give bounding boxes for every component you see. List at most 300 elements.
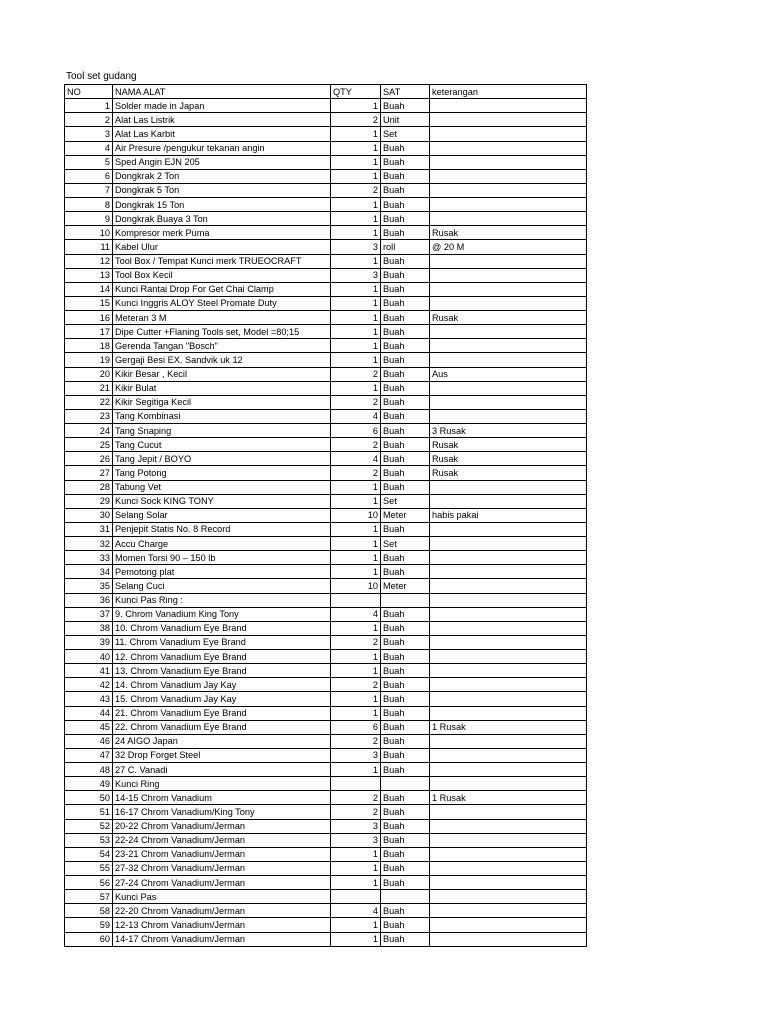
cell-qty[interactable]: 1 — [331, 932, 381, 946]
cell-qty[interactable]: 1 — [331, 353, 381, 367]
cell-sat[interactable]: Meter — [381, 508, 430, 522]
cell-keterangan[interactable] — [430, 579, 587, 593]
cell-no[interactable]: 50 — [65, 791, 113, 805]
cell-qty[interactable]: 3 — [331, 819, 381, 833]
cell-sat[interactable]: Buah — [381, 424, 430, 438]
cell-sat[interactable]: Buah — [381, 763, 430, 777]
cell-sat[interactable]: Buah — [381, 353, 430, 367]
cell-name[interactable]: Tang Cucut — [113, 438, 331, 452]
cell-name[interactable]: Tabung Vet — [113, 480, 331, 494]
cell-sat[interactable]: Set — [381, 537, 430, 551]
cell-qty[interactable] — [331, 777, 381, 791]
cell-no[interactable]: 16 — [65, 311, 113, 325]
cell-qty[interactable]: 6 — [331, 424, 381, 438]
cell-qty[interactable]: 1 — [331, 847, 381, 861]
cell-qty[interactable]: 1 — [331, 169, 381, 183]
cell-keterangan[interactable]: 1 Rusak — [430, 720, 587, 734]
cell-sat[interactable]: Buah — [381, 254, 430, 268]
cell-qty[interactable]: 2 — [331, 805, 381, 819]
cell-no[interactable]: 4 — [65, 141, 113, 155]
cell-no[interactable]: 44 — [65, 706, 113, 720]
cell-name[interactable]: 20-22 Chrom Vanadium/Jerman — [113, 819, 331, 833]
cell-name[interactable]: 32 Drop Forget Steel — [113, 748, 331, 762]
cell-no[interactable]: 17 — [65, 325, 113, 339]
cell-no[interactable]: 19 — [65, 353, 113, 367]
cell-no[interactable]: 13 — [65, 268, 113, 282]
cell-name[interactable]: Dongkrak Buaya 3 Ton — [113, 212, 331, 226]
cell-no[interactable]: 39 — [65, 635, 113, 649]
cell-name[interactable]: Kabel Ulur — [113, 240, 331, 254]
cell-keterangan[interactable] — [430, 763, 587, 777]
cell-keterangan[interactable] — [430, 99, 587, 113]
header-no[interactable]: NO — [65, 85, 113, 99]
cell-no[interactable]: 6 — [65, 169, 113, 183]
cell-no[interactable]: 51 — [65, 805, 113, 819]
cell-no[interactable]: 22 — [65, 395, 113, 409]
cell-no[interactable]: 2 — [65, 113, 113, 127]
cell-name[interactable]: 14-17 Chrom Vanadium/Jerman — [113, 932, 331, 946]
cell-qty[interactable]: 1 — [331, 692, 381, 706]
cell-no[interactable]: 33 — [65, 551, 113, 565]
cell-keterangan[interactable] — [430, 522, 587, 536]
cell-keterangan[interactable]: 1 Rusak — [430, 791, 587, 805]
cell-qty[interactable]: 4 — [331, 409, 381, 423]
cell-qty[interactable]: 2 — [331, 466, 381, 480]
cell-no[interactable]: 10 — [65, 226, 113, 240]
cell-keterangan[interactable] — [430, 678, 587, 692]
cell-name[interactable]: Kunci Sock KING TONY — [113, 494, 331, 508]
cell-name[interactable]: 27-32 Chrom Vanadium/Jerman — [113, 861, 331, 875]
cell-qty[interactable]: 3 — [331, 268, 381, 282]
cell-keterangan[interactable]: @ 20 M — [430, 240, 587, 254]
cell-keterangan[interactable] — [430, 282, 587, 296]
cell-sat[interactable]: Buah — [381, 635, 430, 649]
cell-qty[interactable]: 1 — [331, 127, 381, 141]
cell-no[interactable]: 47 — [65, 748, 113, 762]
cell-no[interactable]: 26 — [65, 452, 113, 466]
cell-name[interactable]: 27 C. Vanadi — [113, 763, 331, 777]
cell-qty[interactable]: 1 — [331, 551, 381, 565]
cell-keterangan[interactable] — [430, 819, 587, 833]
cell-qty[interactable]: 1 — [331, 339, 381, 353]
cell-qty[interactable]: 10 — [331, 579, 381, 593]
cell-keterangan[interactable] — [430, 890, 587, 904]
cell-name[interactable]: Alat Las Listrik — [113, 113, 331, 127]
cell-keterangan[interactable] — [430, 537, 587, 551]
cell-qty[interactable]: 1 — [331, 254, 381, 268]
cell-keterangan[interactable] — [430, 169, 587, 183]
cell-qty[interactable]: 4 — [331, 452, 381, 466]
cell-keterangan[interactable] — [430, 833, 587, 847]
cell-name[interactable]: Dongkrak 15 Ton — [113, 198, 331, 212]
cell-sat[interactable]: Buah — [381, 650, 430, 664]
cell-qty[interactable]: 1 — [331, 650, 381, 664]
cell-no[interactable]: 49 — [65, 777, 113, 791]
cell-qty[interactable]: 1 — [331, 296, 381, 310]
cell-name[interactable]: 21. Chrom Vanadium Eye Brand — [113, 706, 331, 720]
cell-name[interactable]: 22-20 Chrom Vanadium/Jerman — [113, 904, 331, 918]
cell-name[interactable]: Tang Jepit / BOYO — [113, 452, 331, 466]
cell-sat[interactable]: Buah — [381, 212, 430, 226]
cell-sat[interactable]: Buah — [381, 367, 430, 381]
cell-name[interactable]: Solder made in Japan — [113, 99, 331, 113]
cell-no[interactable]: 40 — [65, 650, 113, 664]
cell-keterangan[interactable] — [430, 183, 587, 197]
cell-no[interactable]: 34 — [65, 565, 113, 579]
cell-no[interactable]: 32 — [65, 537, 113, 551]
cell-no[interactable]: 29 — [65, 494, 113, 508]
cell-sat[interactable]: Buah — [381, 720, 430, 734]
cell-keterangan[interactable]: Rusak — [430, 452, 587, 466]
cell-name[interactable]: Kunci Pas — [113, 890, 331, 904]
cell-sat[interactable]: Buah — [381, 522, 430, 536]
cell-name[interactable]: 22. Chrom Vanadium Eye Brand — [113, 720, 331, 734]
cell-qty[interactable]: 6 — [331, 720, 381, 734]
header-qty[interactable]: QTY — [331, 85, 381, 99]
cell-name[interactable]: Sped Angin EJN 205 — [113, 155, 331, 169]
cell-qty[interactable]: 2 — [331, 635, 381, 649]
cell-sat[interactable]: Buah — [381, 551, 430, 565]
cell-sat[interactable]: Buah — [381, 805, 430, 819]
cell-sat[interactable]: Buah — [381, 296, 430, 310]
cell-sat[interactable] — [381, 593, 430, 607]
cell-keterangan[interactable]: 3 Rusak — [430, 424, 587, 438]
cell-keterangan[interactable] — [430, 551, 587, 565]
cell-keterangan[interactable]: Rusak — [430, 438, 587, 452]
cell-name[interactable]: Kikir Bulat — [113, 381, 331, 395]
cell-keterangan[interactable] — [430, 127, 587, 141]
cell-name[interactable]: Air Presure /pengukur tekanan angin — [113, 141, 331, 155]
cell-name[interactable]: Dipe Cutter +Flaning Tools set, Model =80;15 — [113, 325, 331, 339]
cell-keterangan[interactable] — [430, 734, 587, 748]
cell-keterangan[interactable] — [430, 254, 587, 268]
cell-name[interactable]: Kunci Pas Ring : — [113, 593, 331, 607]
cell-keterangan[interactable] — [430, 268, 587, 282]
cell-qty[interactable]: 10 — [331, 508, 381, 522]
cell-sat[interactable]: Buah — [381, 565, 430, 579]
cell-no[interactable]: 1 — [65, 99, 113, 113]
cell-no[interactable]: 53 — [65, 833, 113, 847]
cell-qty[interactable]: 2 — [331, 395, 381, 409]
cell-name[interactable]: 22-24 Chrom Vanadium/Jerman — [113, 833, 331, 847]
cell-sat[interactable]: Buah — [381, 466, 430, 480]
cell-name[interactable]: Accu Charge — [113, 537, 331, 551]
cell-name[interactable]: Kikir Besar , Kecil — [113, 367, 331, 381]
cell-name[interactable]: 27-24 Chrom Vanadium/Jerman — [113, 876, 331, 890]
cell-no[interactable]: 28 — [65, 480, 113, 494]
cell-name[interactable]: 15. Chrom Vanadium Jay Kay — [113, 692, 331, 706]
cell-qty[interactable]: 1 — [331, 99, 381, 113]
cell-keterangan[interactable] — [430, 607, 587, 621]
cell-no[interactable]: 48 — [65, 763, 113, 777]
cell-name[interactable]: Kompresor merk Puma — [113, 226, 331, 240]
cell-qty[interactable]: 4 — [331, 904, 381, 918]
cell-sat[interactable]: Buah — [381, 381, 430, 395]
cell-qty[interactable]: 1 — [331, 212, 381, 226]
cell-no[interactable]: 35 — [65, 579, 113, 593]
cell-qty[interactable]: 1 — [331, 861, 381, 875]
cell-name[interactable]: Kikir Segitiga Kecil — [113, 395, 331, 409]
cell-qty[interactable]: 2 — [331, 183, 381, 197]
cell-keterangan[interactable] — [430, 212, 587, 226]
cell-name[interactable]: 11. Chrom Vanadium Eye Brand — [113, 635, 331, 649]
cell-no[interactable]: 23 — [65, 409, 113, 423]
cell-qty[interactable]: 2 — [331, 678, 381, 692]
cell-no[interactable]: 15 — [65, 296, 113, 310]
cell-keterangan[interactable] — [430, 480, 587, 494]
cell-no[interactable]: 25 — [65, 438, 113, 452]
cell-no[interactable]: 30 — [65, 508, 113, 522]
cell-keterangan[interactable] — [430, 861, 587, 875]
cell-no[interactable]: 58 — [65, 904, 113, 918]
cell-keterangan[interactable] — [430, 296, 587, 310]
cell-keterangan[interactable]: Rusak — [430, 226, 587, 240]
cell-no[interactable]: 5 — [65, 155, 113, 169]
cell-no[interactable]: 20 — [65, 367, 113, 381]
cell-qty[interactable]: 1 — [331, 325, 381, 339]
cell-no[interactable]: 42 — [65, 678, 113, 692]
cell-qty[interactable] — [331, 593, 381, 607]
cell-keterangan[interactable] — [430, 593, 587, 607]
cell-sat[interactable]: Meter — [381, 579, 430, 593]
cell-qty[interactable]: 1 — [331, 565, 381, 579]
cell-name[interactable]: Momen Torsi 90 – 150 lb — [113, 551, 331, 565]
cell-no[interactable]: 8 — [65, 198, 113, 212]
cell-name[interactable]: Tang Potong — [113, 466, 331, 480]
cell-sat[interactable]: Buah — [381, 438, 430, 452]
cell-sat[interactable]: Buah — [381, 325, 430, 339]
cell-sat[interactable]: Buah — [381, 268, 430, 282]
cell-qty[interactable]: 1 — [331, 918, 381, 932]
cell-sat[interactable]: Set — [381, 127, 430, 141]
cell-sat[interactable]: Buah — [381, 678, 430, 692]
cell-sat[interactable]: Buah — [381, 607, 430, 621]
cell-sat[interactable]: Buah — [381, 734, 430, 748]
header-keterangan[interactable]: keterangan — [430, 85, 587, 99]
cell-keterangan[interactable] — [430, 353, 587, 367]
cell-keterangan[interactable]: Aus — [430, 367, 587, 381]
cell-sat[interactable]: Buah — [381, 847, 430, 861]
cell-name[interactable]: 14-15 Chrom Vanadium — [113, 791, 331, 805]
cell-no[interactable]: 57 — [65, 890, 113, 904]
cell-qty[interactable]: 1 — [331, 876, 381, 890]
cell-keterangan[interactable] — [430, 876, 587, 890]
cell-name[interactable]: Dongkrak 2 Ton — [113, 169, 331, 183]
cell-keterangan[interactable] — [430, 664, 587, 678]
cell-qty[interactable]: 1 — [331, 621, 381, 635]
cell-keterangan[interactable] — [430, 904, 587, 918]
cell-keterangan[interactable] — [430, 565, 587, 579]
cell-name[interactable]: Selang Cuci — [113, 579, 331, 593]
cell-sat[interactable]: roll — [381, 240, 430, 254]
cell-no[interactable]: 7 — [65, 183, 113, 197]
cell-qty[interactable]: 3 — [331, 240, 381, 254]
cell-name[interactable]: 14. Chrom Vanadium Jay Kay — [113, 678, 331, 692]
cell-sat[interactable]: Buah — [381, 311, 430, 325]
cell-name[interactable]: 13. Chrom Vanadium Eye Brand — [113, 664, 331, 678]
cell-qty[interactable]: 1 — [331, 664, 381, 678]
cell-sat[interactable]: Buah — [381, 706, 430, 720]
cell-sat[interactable]: Buah — [381, 141, 430, 155]
cell-qty[interactable]: 2 — [331, 791, 381, 805]
cell-no[interactable]: 24 — [65, 424, 113, 438]
cell-name[interactable]: Dongkrak 5 Ton — [113, 183, 331, 197]
cell-name[interactable]: 12-13 Chrom Vanadium/Jerman — [113, 918, 331, 932]
cell-sat[interactable]: Buah — [381, 395, 430, 409]
cell-qty[interactable] — [331, 890, 381, 904]
cell-no[interactable]: 3 — [65, 127, 113, 141]
cell-qty[interactable]: 3 — [331, 748, 381, 762]
cell-name[interactable]: Tang Snaping — [113, 424, 331, 438]
cell-keterangan[interactable] — [430, 339, 587, 353]
cell-qty[interactable]: 2 — [331, 734, 381, 748]
cell-qty[interactable]: 4 — [331, 607, 381, 621]
cell-qty[interactable]: 1 — [331, 522, 381, 536]
cell-name[interactable]: Gerenda Tangan "Bosch" — [113, 339, 331, 353]
cell-no[interactable]: 59 — [65, 918, 113, 932]
cell-sat[interactable]: Buah — [381, 480, 430, 494]
cell-keterangan[interactable] — [430, 325, 587, 339]
cell-keterangan[interactable] — [430, 932, 587, 946]
cell-no[interactable]: 36 — [65, 593, 113, 607]
cell-qty[interactable]: 1 — [331, 706, 381, 720]
cell-name[interactable]: 9. Chrom Vanadium King Tony — [113, 607, 331, 621]
cell-no[interactable]: 21 — [65, 381, 113, 395]
cell-keterangan[interactable] — [430, 113, 587, 127]
cell-qty[interactable]: 2 — [331, 367, 381, 381]
cell-sat[interactable]: Buah — [381, 791, 430, 805]
cell-qty[interactable]: 1 — [331, 226, 381, 240]
cell-qty[interactable]: 1 — [331, 198, 381, 212]
cell-keterangan[interactable] — [430, 409, 587, 423]
cell-sat[interactable]: Buah — [381, 409, 430, 423]
cell-sat[interactable]: Buah — [381, 876, 430, 890]
cell-name[interactable]: Selang Solar — [113, 508, 331, 522]
cell-sat[interactable]: Buah — [381, 452, 430, 466]
cell-no[interactable]: 54 — [65, 847, 113, 861]
cell-keterangan[interactable] — [430, 706, 587, 720]
cell-sat[interactable]: Set — [381, 494, 430, 508]
cell-name[interactable]: Penjepit Statis No. 8 Record — [113, 522, 331, 536]
cell-name[interactable]: Gergaji Besi EX. Sandvik uk 12 — [113, 353, 331, 367]
cell-sat[interactable]: Buah — [381, 748, 430, 762]
cell-keterangan[interactable]: Rusak — [430, 311, 587, 325]
cell-name[interactable]: 16-17 Chrom Vanadium/King Tony — [113, 805, 331, 819]
cell-name[interactable]: Kunci Rantai Drop For Get Chai Clamp — [113, 282, 331, 296]
cell-keterangan[interactable] — [430, 395, 587, 409]
cell-no[interactable]: 18 — [65, 339, 113, 353]
cell-no[interactable]: 31 — [65, 522, 113, 536]
cell-no[interactable]: 37 — [65, 607, 113, 621]
cell-keterangan[interactable] — [430, 748, 587, 762]
cell-no[interactable]: 60 — [65, 932, 113, 946]
cell-no[interactable]: 43 — [65, 692, 113, 706]
cell-sat[interactable]: Buah — [381, 664, 430, 678]
cell-no[interactable]: 38 — [65, 621, 113, 635]
cell-qty[interactable]: 1 — [331, 763, 381, 777]
cell-sat[interactable]: Buah — [381, 692, 430, 706]
cell-keterangan[interactable] — [430, 141, 587, 155]
cell-keterangan[interactable]: Rusak — [430, 466, 587, 480]
cell-no[interactable]: 14 — [65, 282, 113, 296]
cell-keterangan[interactable] — [430, 621, 587, 635]
cell-qty[interactable]: 3 — [331, 833, 381, 847]
cell-sat[interactable]: Buah — [381, 932, 430, 946]
cell-keterangan[interactable] — [430, 650, 587, 664]
cell-no[interactable]: 41 — [65, 664, 113, 678]
cell-name[interactable]: 12. Chrom Vanadium Eye Brand — [113, 650, 331, 664]
cell-sat[interactable]: Buah — [381, 169, 430, 183]
cell-name[interactable]: 10. Chrom Vanadium Eye Brand — [113, 621, 331, 635]
cell-no[interactable]: 46 — [65, 734, 113, 748]
cell-sat[interactable]: Buah — [381, 198, 430, 212]
cell-no[interactable]: 52 — [65, 819, 113, 833]
cell-qty[interactable]: 1 — [331, 480, 381, 494]
cell-qty[interactable]: 1 — [331, 537, 381, 551]
cell-qty[interactable]: 1 — [331, 494, 381, 508]
cell-name[interactable]: Tool Box Kecil — [113, 268, 331, 282]
cell-qty[interactable]: 1 — [331, 141, 381, 155]
cell-sat[interactable] — [381, 890, 430, 904]
cell-qty[interactable]: 1 — [331, 311, 381, 325]
cell-name[interactable]: 23-21 Chrom Vanadium/Jerman — [113, 847, 331, 861]
cell-keterangan[interactable] — [430, 777, 587, 791]
cell-name[interactable]: Pemotong plat — [113, 565, 331, 579]
cell-sat[interactable]: Buah — [381, 282, 430, 296]
cell-sat[interactable]: Unit — [381, 113, 430, 127]
cell-sat[interactable] — [381, 777, 430, 791]
cell-sat[interactable]: Buah — [381, 621, 430, 635]
cell-keterangan[interactable] — [430, 155, 587, 169]
cell-no[interactable]: 12 — [65, 254, 113, 268]
cell-qty[interactable]: 1 — [331, 381, 381, 395]
cell-qty[interactable]: 2 — [331, 438, 381, 452]
cell-keterangan[interactable] — [430, 381, 587, 395]
cell-sat[interactable]: Buah — [381, 99, 430, 113]
header-sat[interactable]: SAT — [381, 85, 430, 99]
cell-keterangan[interactable]: habis pakai — [430, 508, 587, 522]
cell-name[interactable]: Kunci Ring — [113, 777, 331, 791]
cell-qty[interactable]: 2 — [331, 113, 381, 127]
header-name[interactable]: NAMA ALAT — [113, 85, 331, 99]
cell-name[interactable]: Kunci Inggris ALOY Steel Promate Duty — [113, 296, 331, 310]
cell-name[interactable]: 24 AIGO Japan — [113, 734, 331, 748]
cell-keterangan[interactable] — [430, 494, 587, 508]
cell-name[interactable]: Meteran 3 M — [113, 311, 331, 325]
cell-name[interactable]: Tang Kombinasi — [113, 409, 331, 423]
cell-no[interactable]: 56 — [65, 876, 113, 890]
cell-sat[interactable]: Buah — [381, 861, 430, 875]
cell-sat[interactable]: Buah — [381, 226, 430, 240]
cell-qty[interactable]: 1 — [331, 282, 381, 296]
cell-qty[interactable]: 1 — [331, 155, 381, 169]
cell-no[interactable]: 11 — [65, 240, 113, 254]
cell-no[interactable]: 9 — [65, 212, 113, 226]
cell-keterangan[interactable] — [430, 692, 587, 706]
cell-sat[interactable]: Buah — [381, 183, 430, 197]
cell-name[interactable]: Alat Las Karbit — [113, 127, 331, 141]
cell-sat[interactable]: Buah — [381, 339, 430, 353]
cell-sat[interactable]: Buah — [381, 833, 430, 847]
cell-sat[interactable]: Buah — [381, 918, 430, 932]
cell-no[interactable]: 27 — [65, 466, 113, 480]
cell-keterangan[interactable] — [430, 198, 587, 212]
cell-keterangan[interactable] — [430, 847, 587, 861]
cell-sat[interactable]: Buah — [381, 155, 430, 169]
cell-keterangan[interactable] — [430, 918, 587, 932]
cell-sat[interactable]: Buah — [381, 819, 430, 833]
cell-name[interactable]: Tool Box / Tempat Kunci merk TRUEOCRAFT — [113, 254, 331, 268]
